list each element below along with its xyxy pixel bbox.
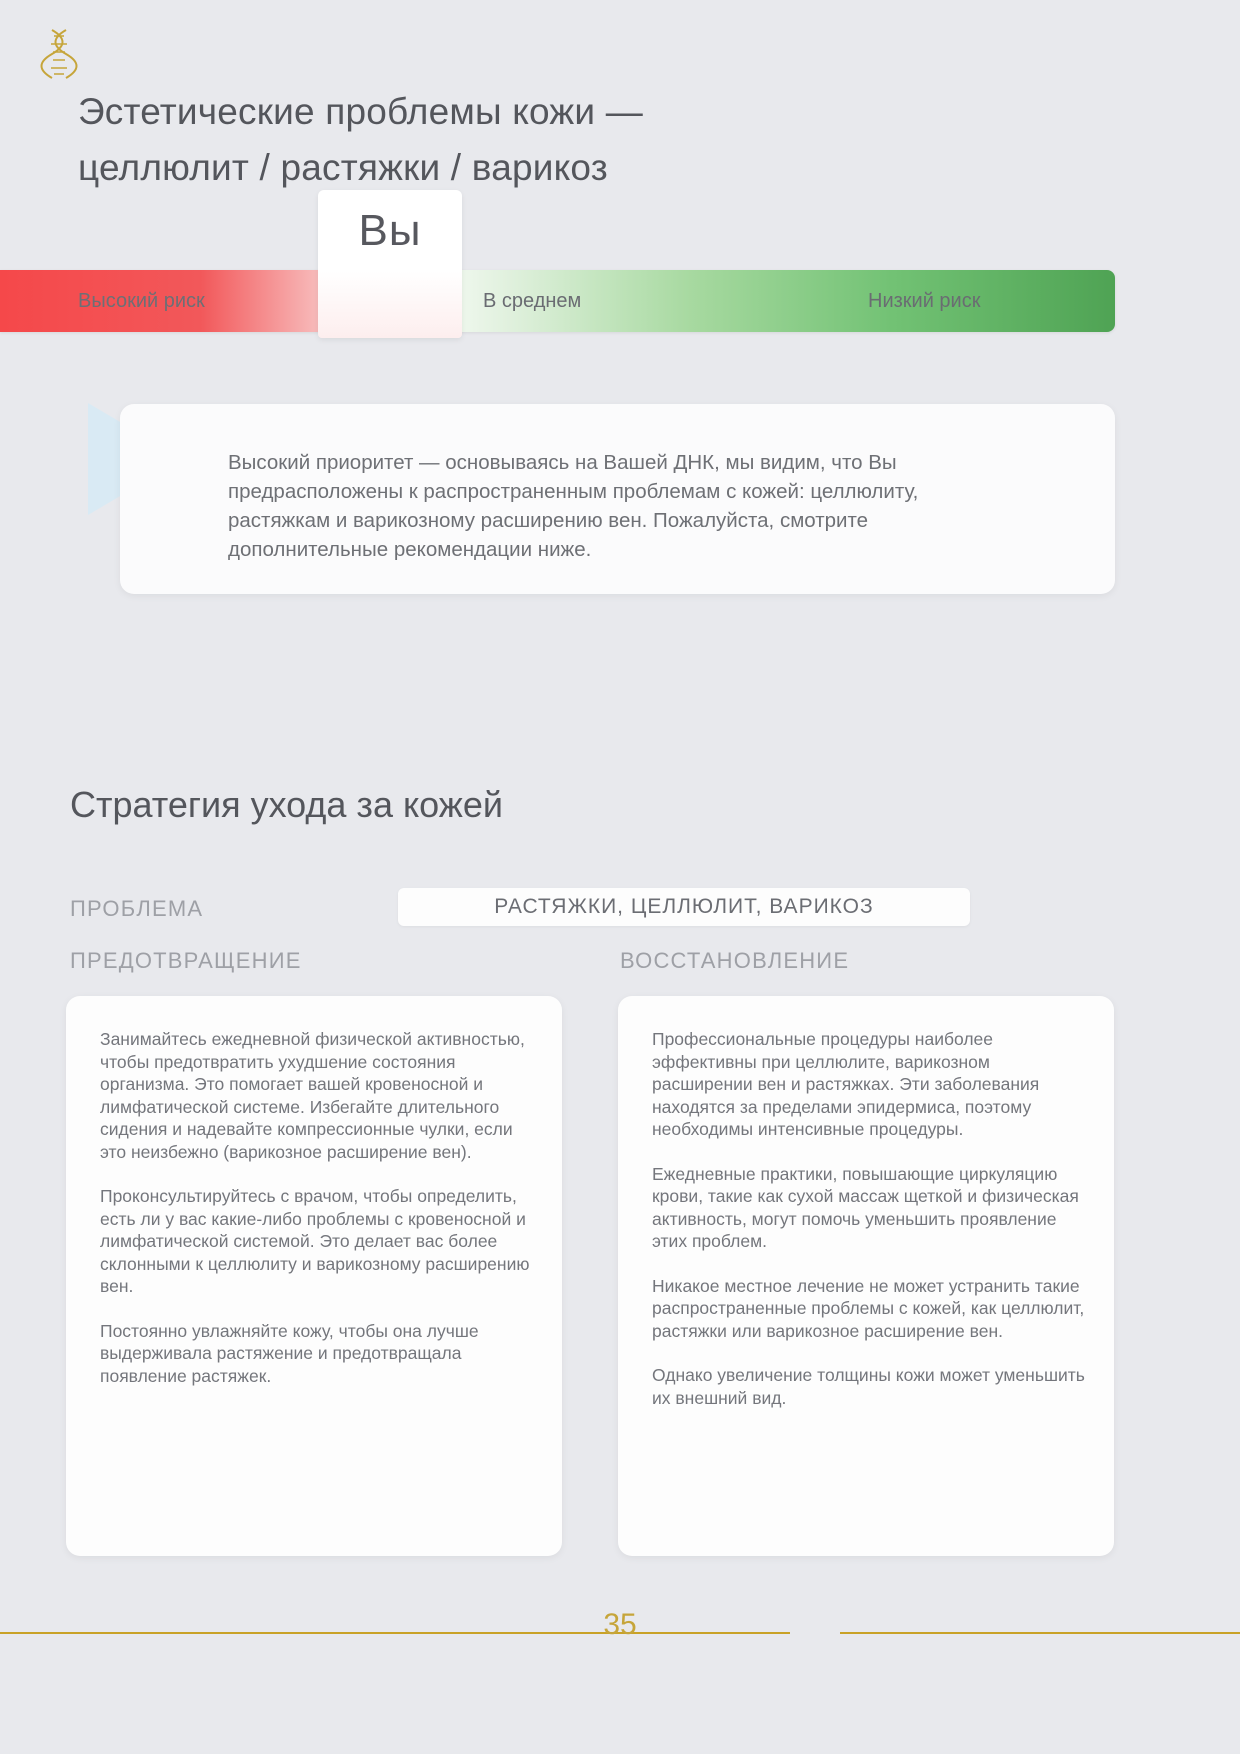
risk-label-low: Низкий риск (868, 290, 981, 312)
risk-marker-you (318, 190, 462, 338)
problem-value: РАСТЯЖКИ, ЦЕЛЛЮЛИТ, ВАРИКОЗ (494, 895, 874, 918)
risk-marker-label: Вы (358, 206, 422, 255)
section-title: Стратегия ухода за кожей (70, 784, 503, 825)
dna-logo-icon (40, 26, 80, 82)
prevention-card-body (100, 1028, 534, 1387)
recovery-paragraph: Ежедневные практики, повышающие циркуляцию крови, такие как сухой массаж щеткой и физическая активность, могут помочь уменьшить проявление этих проблем. (652, 1163, 1079, 1251)
callout-text: Высокий приоритет — основываясь на Вашей ДНК, мы видим, что Вы предрасположены к распространенным проблемам с кожей: целлюлиту, растяжкам и варикозному расширению вен. Пожалуйста, смотрите дополнительные рекомендации ниже. (228, 451, 919, 561)
prevention-paragraph: Постоянно увлажняйте кожу, чтобы она лучше выдерживала растяжение и предотвращала появление растяжек. (100, 1320, 479, 1386)
recovery-paragraph: Однако увеличение толщины кожи может уменьшить их внешний вид. (652, 1365, 1085, 1408)
page-number: 35 (603, 1608, 637, 1641)
prevention-paragraph: Занимайтесь ежедневной физической активностью, чтобы предотвратить ухудшение состояния организма. Это помогает вашей кровеносной и лимфатической системе. Избегайте длительного сидения и надевайте компрессионные чулки, если это неизбежно (варикозное расширение вен). (100, 1029, 525, 1162)
prevention-card (66, 996, 562, 1556)
problem-value-pill (398, 888, 970, 926)
recovery-paragraph: Никакое местное лечение не может устранить такие распространенные проблемы с кожей, как целлюлит, растяжки или варикозное расширение вен. (652, 1275, 1085, 1341)
page-title (78, 84, 978, 196)
risk-scale (0, 206, 1115, 332)
recovery-paragraph: Профессиональные процедуры наиболее эффективны при целлюлите, варикозном расширении вен и растяжках. Эти заболевания находятся за пределами эпидермиса, поэтому необходимы интенсивные процедуры. (652, 1029, 1040, 1139)
risk-label-high: Высокий риск (78, 290, 205, 312)
recovery-label: ВОССТАНОВЛЕНИЕ (620, 948, 850, 973)
prevention-paragraph: Проконсультируйтесь с врачом, чтобы определить, есть ли у вас какие-либо проблемы с кровеносной и лимфатической системой. Это делает вас более склонными к целлюлиту и варикозному расширению вен. (100, 1186, 530, 1296)
recovery-card-body (652, 1028, 1086, 1409)
recovery-card (618, 996, 1114, 1556)
page-title-line1: Эстетические проблемы кожи — (78, 91, 643, 132)
prevention-label: ПРЕДОТВРАЩЕНИЕ (70, 948, 302, 973)
problem-label: ПРОБЛЕМА (70, 896, 204, 921)
risk-label-mid: В среднем (483, 290, 582, 312)
page-title-line2: целлюлит / растяжки / варикоз (78, 147, 608, 188)
